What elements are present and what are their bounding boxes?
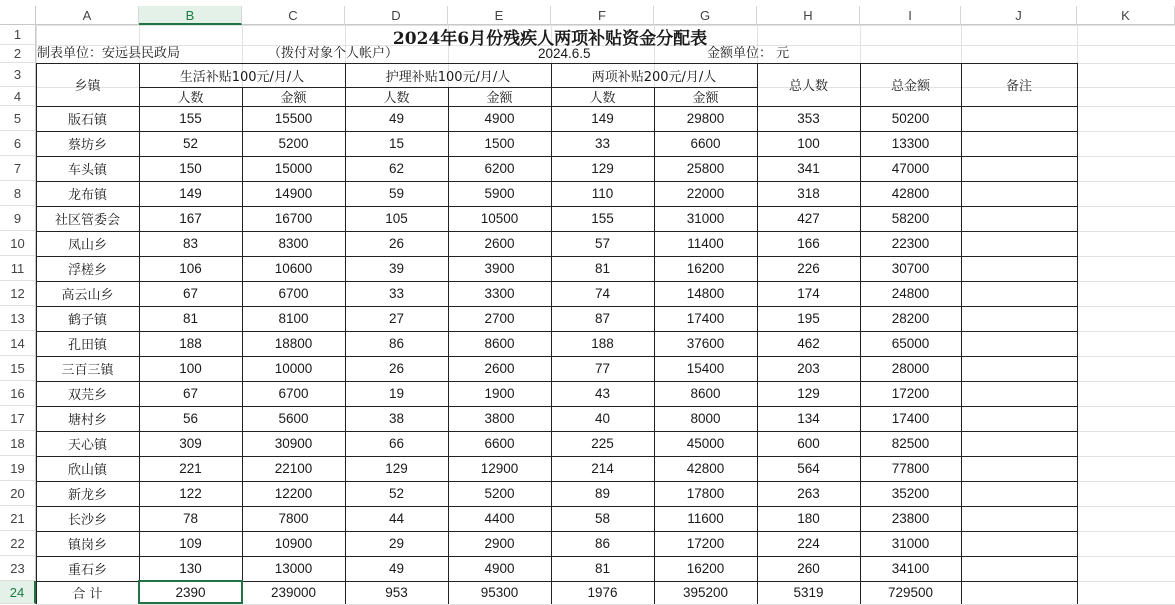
value-cell[interactable]: 59 [388,186,405,201]
value-cell[interactable]: 1900 [484,386,515,401]
value-cell[interactable]: 2900 [484,536,515,551]
value-cell[interactable]: 77800 [891,461,930,476]
row-header-3[interactable]: 3 [0,63,36,87]
value-cell[interactable]: 31000 [891,536,930,551]
value-cell[interactable]: 2600 [484,361,515,376]
total-value-cell[interactable]: 395200 [682,585,729,600]
value-cell[interactable]: 24800 [891,286,930,301]
township-cell[interactable]: 蔡坊乡 [67,138,107,153]
value-cell[interactable]: 3900 [484,261,515,276]
header-remarks: 备注 [1005,79,1032,94]
value-cell[interactable]: 23800 [891,511,930,526]
value-cell[interactable]: 67 [182,286,199,301]
value-cell[interactable]: 263 [797,486,820,501]
value-cell[interactable]: 8300 [278,236,309,251]
value-cell[interactable]: 129 [385,461,408,476]
township-cell[interactable]: 新龙乡 [67,488,107,503]
row-header-5[interactable]: 5 [0,106,36,131]
value-cell[interactable]: 5600 [278,411,309,426]
row-header-9[interactable]: 9 [0,206,36,231]
value-cell[interactable]: 195 [797,311,820,326]
row-header-1[interactable]: 1 [0,25,36,45]
column-header-e[interactable]: E [448,6,551,25]
value-cell[interactable]: 58 [594,511,611,526]
value-cell[interactable]: 42800 [891,186,930,201]
value-cell[interactable]: 74 [594,286,611,301]
row-header-10[interactable]: 10 [0,231,36,256]
value-cell[interactable]: 18800 [274,336,313,351]
value-cell[interactable]: 31000 [686,211,725,226]
header-total-people: 总人数 [788,79,828,94]
value-cell[interactable]: 43 [594,386,611,401]
value-cell[interactable]: 4900 [484,561,515,576]
value-cell[interactable]: 67 [182,386,199,401]
value-cell[interactable]: 17200 [686,536,725,551]
value-cell[interactable]: 188 [179,336,202,351]
value-cell[interactable]: 6600 [690,136,721,151]
value-cell[interactable]: 8100 [278,311,309,326]
row-header-8[interactable]: 8 [0,181,36,206]
township-cell[interactable]: 鹤子镇 [67,313,107,328]
value-cell[interactable]: 188 [591,336,614,351]
value-cell[interactable]: 82500 [891,436,930,451]
value-cell[interactable]: 22300 [891,236,930,251]
value-cell[interactable]: 10500 [480,211,519,226]
value-cell[interactable]: 7800 [278,511,309,526]
row-header-2[interactable]: 2 [0,45,36,63]
value-cell[interactable]: 58200 [891,211,930,226]
township-cell[interactable]: 重石乡 [67,563,107,578]
value-cell[interactable]: 5900 [484,186,515,201]
value-cell[interactable]: 50200 [891,111,930,126]
township-cell[interactable]: 长沙乡 [67,513,107,528]
value-cell[interactable]: 15000 [274,161,313,176]
column-header-h[interactable]: H [757,6,860,25]
value-cell[interactable]: 226 [797,261,820,276]
header-living: 生活补贴100元/月/人 [179,69,305,85]
value-cell[interactable]: 10000 [274,361,313,376]
header-both: 两项补贴200元/月/人 [591,69,717,85]
row-header-17[interactable]: 17 [0,406,36,431]
value-cell[interactable]: 52 [388,486,405,501]
value-cell[interactable]: 341 [797,161,820,176]
value-cell[interactable]: 3300 [484,286,515,301]
value-cell[interactable]: 8000 [690,411,721,426]
value-cell[interactable]: 155 [591,211,614,226]
total-value-cell[interactable]: 95300 [480,585,519,600]
value-cell[interactable]: 100 [179,361,202,376]
column-header-b[interactable]: B [139,6,242,25]
value-cell[interactable]: 427 [797,211,820,226]
value-cell[interactable]: 81 [594,261,611,276]
value-cell[interactable]: 19 [388,386,405,401]
value-cell[interactable]: 12900 [480,461,519,476]
value-cell[interactable]: 45000 [686,436,725,451]
row-header-11[interactable]: 11 [0,256,36,281]
header-people: 人数 [177,91,204,106]
column-header-i[interactable]: I [860,6,961,25]
header-amount: 金额 [280,91,307,106]
value-cell[interactable]: 2600 [484,236,515,251]
value-cell[interactable]: 5200 [484,486,515,501]
value-cell[interactable]: 353 [797,111,820,126]
value-cell[interactable]: 39 [388,261,405,276]
value-cell[interactable]: 11600 [687,511,724,526]
value-cell[interactable]: 37600 [686,336,725,351]
value-cell[interactable]: 22000 [686,186,725,201]
value-cell[interactable]: 52 [182,136,199,151]
header-amount: 金额 [692,91,719,106]
value-cell[interactable]: 564 [797,461,820,476]
value-cell[interactable]: 11400 [687,236,724,251]
value-cell[interactable]: 110 [591,186,614,201]
value-cell[interactable]: 42800 [686,461,725,476]
value-cell[interactable]: 62 [388,161,405,176]
value-cell[interactable]: 15 [388,136,405,151]
value-cell[interactable]: 49 [388,561,405,576]
selected-cell-outline [138,580,243,604]
value-cell[interactable]: 174 [797,286,820,301]
value-cell[interactable]: 225 [591,436,614,451]
value-cell[interactable]: 122 [179,486,202,501]
date-label: 2024.6.5 [538,46,591,61]
value-cell[interactable]: 66 [388,436,405,451]
row-header-22[interactable]: 22 [0,531,36,556]
township-cell[interactable]: 塘村乡 [67,413,107,428]
value-cell[interactable]: 149 [591,111,614,126]
column-header-j[interactable]: J [961,6,1077,25]
township-cell[interactable]: 天心镇 [67,438,107,453]
value-cell[interactable]: 16200 [686,261,725,276]
value-cell[interactable]: 109 [179,536,202,551]
value-cell[interactable]: 27 [388,311,405,326]
value-cell[interactable]: 17200 [891,386,930,401]
row-header-6[interactable]: 6 [0,131,36,156]
value-cell[interactable]: 65000 [891,336,930,351]
value-cell[interactable]: 33 [388,286,405,301]
value-cell[interactable]: 155 [179,111,202,126]
township-cell[interactable]: 三百三镇 [61,363,114,378]
value-cell[interactable]: 6700 [278,386,309,401]
value-cell[interactable]: 13000 [274,561,313,576]
value-cell[interactable]: 12200 [274,486,313,501]
value-cell[interactable]: 89 [594,486,611,501]
township-cell[interactable]: 双芫乡 [67,388,107,403]
value-cell[interactable]: 4400 [484,511,515,526]
value-cell[interactable]: 462 [797,336,820,351]
total-value-cell[interactable]: 1976 [587,585,618,600]
column-header-k[interactable]: K [1077,6,1175,25]
table-border [961,63,962,604]
column-header-a[interactable]: A [36,6,139,25]
value-cell[interactable]: 10900 [274,536,313,551]
value-cell[interactable]: 318 [797,186,820,201]
township-cell[interactable]: 高云山乡 [61,288,114,303]
value-cell[interactable]: 106 [179,261,202,276]
value-cell[interactable]: 180 [797,511,820,526]
value-cell[interactable]: 30700 [891,261,930,276]
total-value-cell[interactable]: 953 [385,585,408,600]
value-cell[interactable]: 78 [182,511,199,526]
township-cell[interactable]: 车头镇 [67,163,107,178]
value-cell[interactable]: 77 [594,361,611,376]
money-unit-label: 金额单位： 元 [707,46,790,61]
row-header-15[interactable]: 15 [0,356,36,381]
total-value-cell[interactable]: 2390 [175,585,206,600]
township-cell[interactable]: 镇岗乡 [67,538,107,553]
value-cell[interactable]: 600 [797,436,820,451]
value-cell[interactable]: 224 [797,536,820,551]
row-header-12[interactable]: 12 [0,281,36,306]
row-header-19[interactable]: 19 [0,456,36,481]
value-cell[interactable]: 6200 [484,161,515,176]
value-cell[interactable]: 105 [385,211,408,226]
row-header-16[interactable]: 16 [0,381,36,406]
header-total-amount: 总金额 [890,79,930,94]
value-cell[interactable]: 3800 [484,411,515,426]
township-cell[interactable]: 社区管委会 [54,213,120,228]
total-value-cell[interactable]: 5319 [793,585,824,600]
value-cell[interactable]: 129 [591,161,614,176]
value-cell[interactable]: 10600 [274,261,313,276]
sheet-title: 2024年6月份残疾人两项补贴资金分配表 [392,28,708,46]
value-cell[interactable]: 4900 [484,111,515,126]
value-cell[interactable]: 167 [179,211,202,226]
header-people: 人数 [589,91,616,106]
value-cell[interactable]: 14900 [274,186,313,201]
value-cell[interactable]: 47000 [891,161,930,176]
value-cell[interactable]: 13300 [891,136,930,151]
value-cell[interactable]: 38 [388,411,405,426]
header-amount: 金额 [486,91,513,106]
value-cell[interactable]: 5200 [278,136,309,151]
row-header-21[interactable]: 21 [0,506,36,531]
table-border [1077,63,1078,604]
value-cell[interactable]: 25800 [686,161,725,176]
value-cell[interactable]: 1500 [484,136,515,151]
value-cell[interactable]: 26 [388,236,405,251]
value-cell[interactable]: 28200 [891,311,930,326]
township-cell[interactable]: 版石镇 [67,113,107,128]
value-cell[interactable]: 129 [797,386,820,401]
value-cell[interactable]: 30900 [274,436,313,451]
value-cell[interactable]: 150 [179,161,202,176]
value-cell[interactable]: 22100 [274,461,313,476]
value-cell[interactable]: 17400 [686,311,725,326]
value-cell[interactable]: 40 [594,411,611,426]
row-header-20[interactable]: 20 [0,481,36,506]
value-cell[interactable]: 203 [797,361,820,376]
target-label: （拨付对象个人帐户） [268,46,399,61]
row-header-24[interactable]: 24 [0,581,36,604]
value-cell[interactable]: 83 [182,236,199,251]
value-cell[interactable]: 8600 [690,386,721,401]
value-cell[interactable]: 16700 [274,211,313,226]
township-cell[interactable]: 欣山镇 [67,463,107,478]
value-cell[interactable]: 17800 [686,486,725,501]
value-cell[interactable]: 17400 [891,411,930,426]
value-cell[interactable]: 6700 [278,286,309,301]
total-value-cell[interactable]: 729500 [887,585,934,600]
value-cell[interactable]: 35200 [891,486,930,501]
row-header-4[interactable]: 4 [0,87,36,106]
value-cell[interactable]: 134 [797,411,820,426]
value-cell[interactable]: 100 [797,136,820,151]
township-cell[interactable]: 凤山乡 [67,238,107,253]
value-cell[interactable]: 221 [179,461,202,476]
header-care: 护理补贴100元/月/人 [385,69,511,85]
value-cell[interactable]: 87 [594,311,611,326]
value-cell[interactable]: 34100 [891,561,930,576]
value-cell[interactable]: 260 [797,561,820,576]
unit-label: 制表单位：安远县民政局 [37,46,181,61]
value-cell[interactable]: 28000 [891,361,930,376]
column-header-f[interactable]: F [551,6,654,25]
township-cell[interactable]: 孔田镇 [67,338,107,353]
value-cell[interactable]: 81 [594,561,611,576]
value-cell[interactable]: 33 [594,136,611,151]
value-cell[interactable]: 56 [182,411,199,426]
value-cell[interactable]: 214 [591,461,614,476]
total-value-cell[interactable]: 239000 [270,585,317,600]
value-cell[interactable]: 130 [179,561,202,576]
header-township: 乡镇 [74,79,101,94]
value-cell[interactable]: 309 [179,436,202,451]
row-header-18[interactable]: 18 [0,431,36,456]
column-header-d[interactable]: D [345,6,448,25]
value-cell[interactable]: 16200 [686,561,725,576]
select-all-corner[interactable] [0,6,36,25]
row-header-13[interactable]: 13 [0,306,36,331]
township-cell[interactable]: 浮槎乡 [67,263,107,278]
value-cell[interactable]: 44 [388,511,405,526]
value-cell[interactable]: 26 [388,361,405,376]
value-cell[interactable]: 2700 [484,311,515,326]
row-header-7[interactable]: 7 [0,156,36,181]
row-header-14[interactable]: 14 [0,331,36,356]
value-cell[interactable]: 81 [182,311,199,326]
value-cell[interactable]: 29 [388,536,405,551]
township-cell[interactable]: 龙布镇 [67,188,107,203]
value-cell[interactable]: 8600 [484,336,515,351]
row-header-23[interactable]: 23 [0,556,36,581]
value-cell[interactable]: 14800 [686,286,725,301]
header-people: 人数 [383,91,410,106]
total-label-cell[interactable]: 合 计 [72,587,103,602]
value-cell[interactable]: 166 [797,236,820,251]
value-cell[interactable]: 15500 [274,111,313,126]
column-header-g[interactable]: G [654,6,757,25]
column-header-c[interactable]: C [242,6,345,25]
value-cell[interactable]: 57 [594,236,611,251]
value-cell[interactable]: 15400 [686,361,725,376]
value-cell[interactable]: 86 [594,536,611,551]
value-cell[interactable]: 49 [388,111,405,126]
value-cell[interactable]: 86 [388,336,405,351]
value-cell[interactable]: 29800 [686,111,725,126]
value-cell[interactable]: 6600 [484,436,515,451]
value-cell[interactable]: 149 [179,186,202,201]
